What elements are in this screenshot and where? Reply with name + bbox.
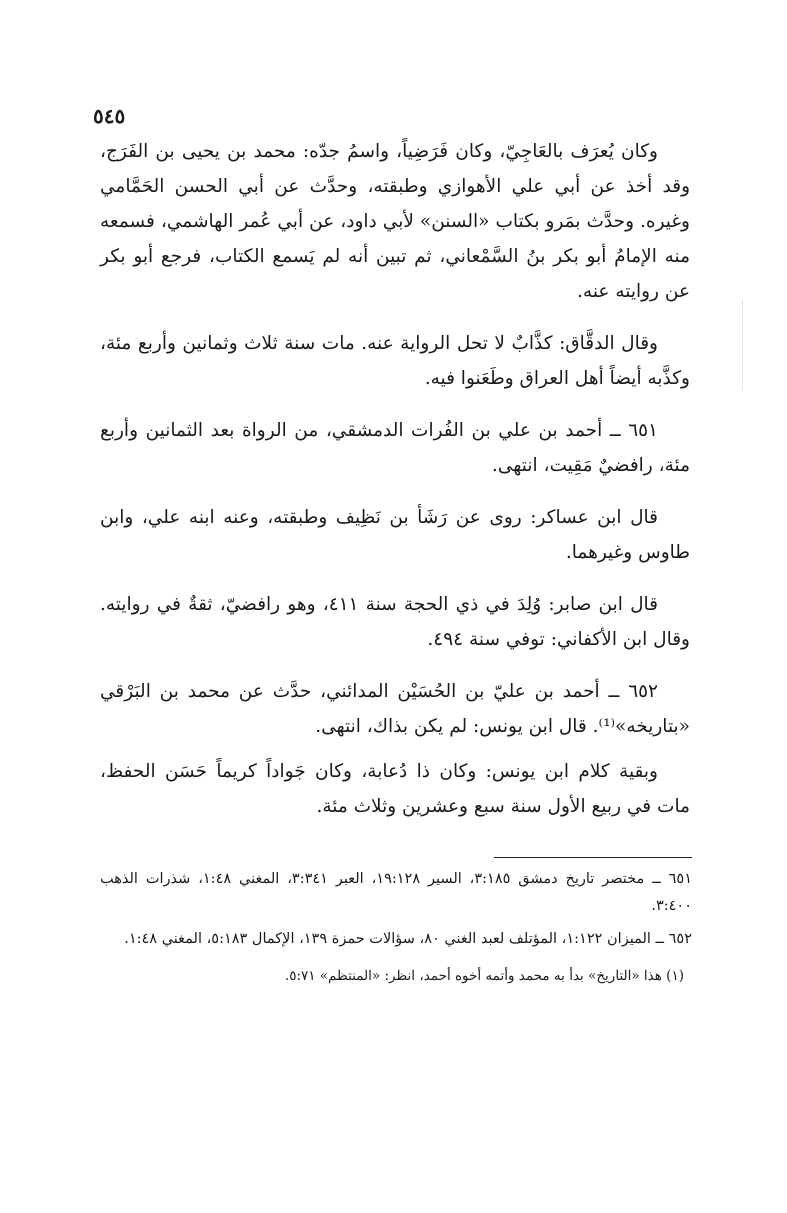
- paragraph-daqqaq-statement: وقال الدقَّاق: كذَّابٌ لا تحل الرواية عنه. مات سنة ثلاث وثمانين وأربع مئة، وكذَّبه أيضاً أهل العراق وطَعَنوا فيه.: [100, 333, 690, 389]
- paragraph-ibn-yunus: وبقية كلام ابن يونس: وكان ذا دُعابة، وكان جَواداً كريماً حَسَن الحفظ، مات في ربيع الأول سنة سبع وعشرين وثلاث مئة.: [100, 761, 690, 817]
- page-number: ٥٤٥: [93, 104, 126, 128]
- paragraph-ibn-sabir: قال ابن صابر: وُلِدَ في ذي الحجة سنة ٤١١، وهو رافضيّ، ثقةٌ في روايته. وقال ابن الأكفاني: توفي سنة ٤٩٤.: [100, 594, 690, 650]
- paragraph-ibn-asakir: قال ابن عساكر: روى عن رَشَأ بن نَظِيف وطبقته، وعنه ابنه علي، وابن طاوس وغيرهما.: [100, 507, 690, 563]
- footnote-652: ٦٥٢ ــ الميزان ١:١٢٢، المؤتلف لعبد الغني ٨٠، سؤالات حمزة ١٣٩، الإكمال ٥:١٨٣، المغني ١:٤٨.: [124, 931, 692, 947]
- footnotes: [100, 866, 692, 990]
- footnote-note-1: (١) هذا «التاريخ» بدأ به محمد وأتمه أخوه أحمد، انظر: «المنتظم» ٥:٧١.: [284, 968, 684, 984]
- paragraph-biography-continued: وكان يُعرَف بالعَاجِيّ، وكان فَرَضِياً، واسمُ جدّه: محمد بن يحيى بن الفَرَج، وقد أخذ عن أبي علي الأهوازي وطبقته، وحدَّث عن أبي الحسن الحَمَّامي وغيره. وحدَّث بمَرو بكتاب «السنن» لأبي داود، عن أبي عُمر الهاشمي، فسمعه منه الإمامُ أبو بكر بنُ السَّمْعاني، ثم تبين أنه لم يَسمع الكتاب، فرجع أبو بكر عن روايته عنه.: [100, 141, 690, 302]
- entry-652: ٦٥٢ ــ أحمد بن عليّ بن الحُسَيْن المدائني، حدَّث عن محمد بن البَرْقي «بتاريخه»⁽¹⁾. قال ابن يونس: لم يكن بذاك، انتهى.: [100, 681, 690, 737]
- footnote-separator: [494, 857, 692, 858]
- scan-artifact: [742, 300, 744, 390]
- main-text: [100, 134, 690, 824]
- entry-651: ٦٥١ ــ أحمد بن علي بن الفُرات الدمشقي، من الرواة بعد الثمانين وأربع مئة، رافضيٌ مَقِيت، انتهى.: [100, 420, 690, 476]
- footnote-651: ٦٥١ ــ مختصر تاريخ دمشق ٣:١٨٥، السير ١٩:١٢٨، العبر ٣:٣٤١، المغني ١:٤٨، شذرات الذهب ٣:٤٠٠.: [100, 871, 692, 914]
